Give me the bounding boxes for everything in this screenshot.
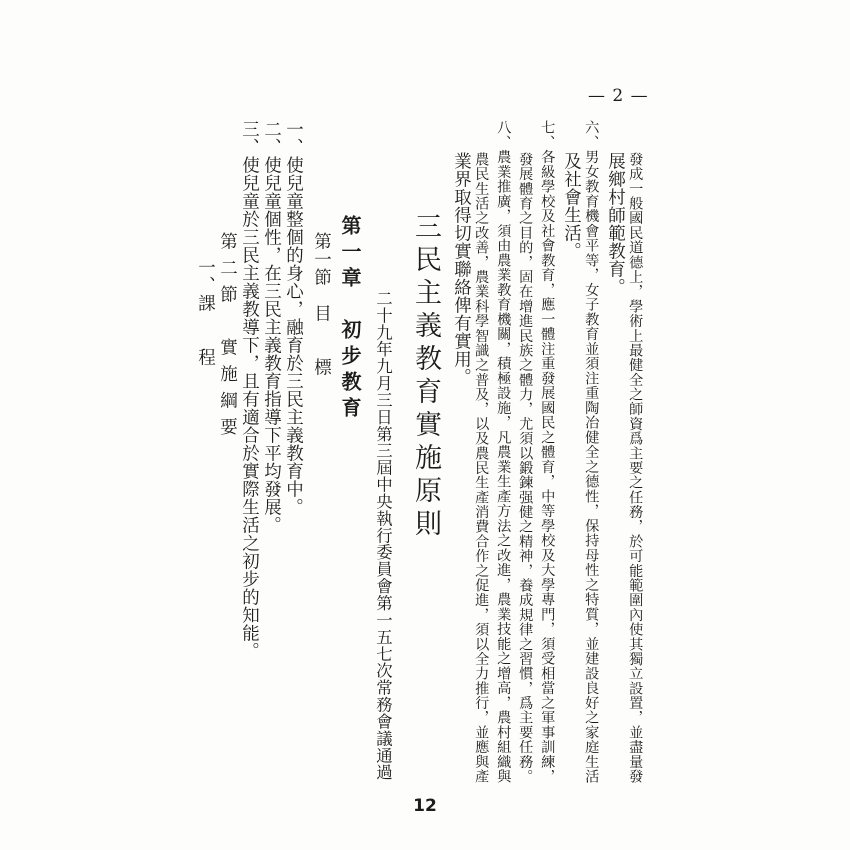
chapter-heading: 第一章 初步教育 — [338, 215, 362, 423]
list-item: 七、各級學校及社會教育，應一體注重發展國民之體育，中等學校及大學專門，須受相當之軍事訓練， — [539, 120, 556, 784]
text-column: 展鄉村師範教育。 — [605, 152, 626, 296]
text-column: 發展體育之目的，固在增進民族之體力，尤須以鍛鍊强健之精神，養成規律之習慣，爲主要任務。 — [517, 152, 534, 784]
text-column: 農民生活之改善，農業科學智識之普及，以及農民生產消費合作之促進，須以全力推行，並應與產 — [473, 152, 490, 784]
list-item: 一、使兒童整個的身心，融育於三民主義教育中。 — [283, 120, 304, 516]
list-item: 三、使兒童於三民主義教導下，且有適合於實際生活之初步的知能。 — [239, 120, 260, 660]
text-column: 發成一般國民道德上，學術上最健全之師資爲主要之任務，於可能範圍內使其獨立設置，並盡量發 — [627, 152, 644, 784]
list-item: 六、男女教育機會平等，女子教育並須注重陶冶健全之德性，保持母性之特質，並建設良好之家庭生活 — [583, 120, 600, 784]
page-number: 12 — [413, 796, 437, 816]
list-item: 二、使兒童個性，在三民主義教育指導下平均發展。 — [261, 120, 282, 534]
section-heading: 第二節 實施綱要 — [217, 232, 238, 444]
document-title: 三民主義教育實施原則 — [410, 212, 441, 542]
text-column: 業界取得切實聯絡俾有實用。 — [451, 152, 472, 386]
subsection-heading: 一、課 程 — [195, 258, 216, 366]
section-heading: 第一節 目 標 — [311, 232, 332, 376]
text-column: 及社會生活。 — [561, 152, 582, 260]
document-subtitle: 二十九年九月三日第三屆中央執行委員會第一五七次常務會議通過 — [373, 290, 393, 781]
list-item: 八、農業推廣，須由農業教育機關，積極設施，凡農業生產方法之改進，農業技能之增高，農村組織與 — [495, 120, 512, 784]
page-marker: — 2 — — [588, 86, 649, 106]
